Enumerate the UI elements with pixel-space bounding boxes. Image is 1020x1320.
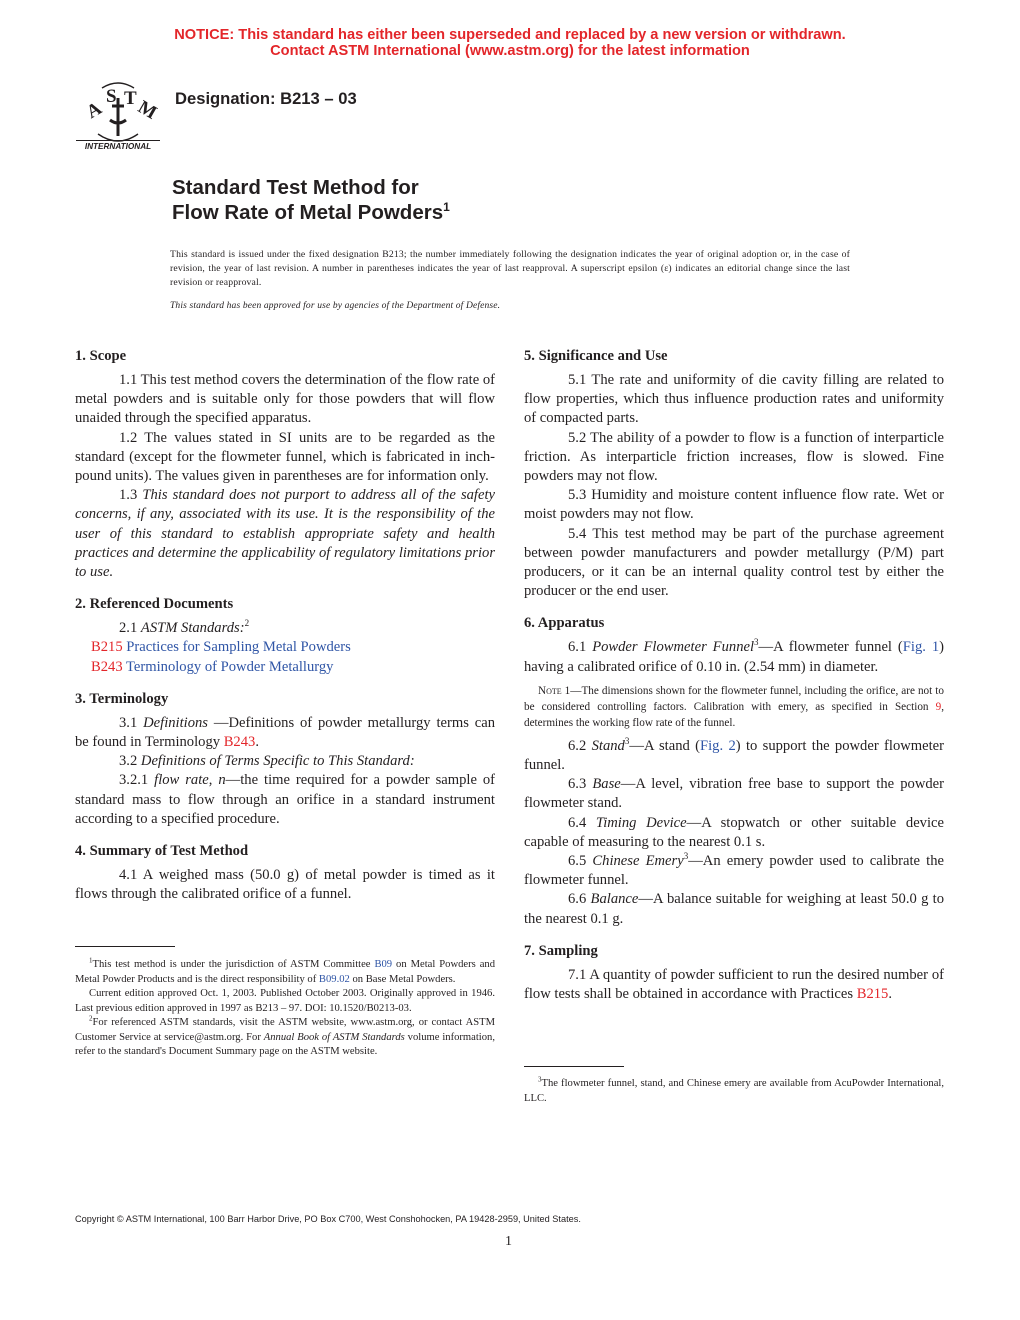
reference-b215[interactable]: B215 Practices for Sampling Metal Powders [91, 639, 351, 656]
svg-text:A: A [82, 97, 106, 124]
designation: Designation: B213 – 03 [175, 89, 357, 108]
footnotes-left [75, 958, 495, 1060]
paragraph-6-4: 6.4 Timing Device—A stopwatch or other suitable device capable of measuring to the nearest 0.1 s. [524, 814, 944, 850]
svg-text:T: T [124, 88, 137, 109]
section-heading: 2. Referenced Documents [75, 596, 234, 613]
paragraph-6-2: 6.2 Stand$^3$—A stand (Fig. 2) to support the powder flowmeter funnel. [524, 735, 944, 773]
section-terminology [75, 690, 495, 829]
left-column [75, 347, 495, 917]
paragraph-1-1: 1.1 This test method covers the determination of the flow rate of metal powders and is suitable only for those powders that will flow unaided through the specified apparatus. [75, 372, 495, 427]
link-b09[interactable]: B09 [374, 959, 393, 970]
paragraph-6-1: 6.1 Powder Flowmeter Funnel$^3$—A flowmeter funnel (Fig. 1) having a calibrated orifice of 0.10 in. (2.54 mm) in diameter. [524, 637, 945, 675]
paragraph-5-1: 5.1 The rate and uniformity of die cavity filling are related to flow properties, which thus influence production rates and uniformity of compacted parts. [524, 372, 944, 427]
footnote-3: $^3$The flowmeter funnel, stand, and Chinese emery are available from AcuPowder International, LLC. [524, 1075, 944, 1104]
copyright-line: Copyright © ASTM International, 100 Barr Harbor Drive, PO Box C700, West Conshohocken, PA 19428-2959, United States. [75, 1214, 581, 1224]
title-footnote-marker: 1 [443, 200, 450, 214]
section-referenced-documents [75, 595, 495, 677]
withdrawal-notice [0, 27, 1020, 59]
paragraph-3-1: 3.1 Definitions —Definitions of powder metallurgy terms can be found in Terminology B243. [75, 714, 495, 751]
document-title [172, 175, 450, 228]
astm-logo [72, 76, 164, 152]
section-scope [75, 347, 495, 582]
title-line-2: Flow Rate of Metal Powders [172, 201, 444, 224]
paragraph-3-2: 3.2 Definitions of Terms Specific to This Standard: [119, 753, 415, 770]
paragraph-5-3: 5.3 Humidity and moisture content influence flow rate. Wet or moist powders may not flow. [524, 487, 944, 523]
title-line-1: Standard Test Method for [172, 176, 419, 199]
svg-text:M: M [134, 96, 161, 124]
paragraph-4-1: 4.1 A weighed mass (50.0 g) of metal powder is timed as it flows through the calibrated orifice of a funnel. [75, 867, 495, 903]
paragraph-6-5: 6.5 Chinese Emery$^3$—An emery powder used to calibrate the flowmeter funnel. [524, 851, 944, 889]
section-apparatus [524, 614, 944, 928]
notice-line-1: NOTICE: This standard has either been superseded and replaced by a new version or withdrawn. [174, 27, 846, 43]
link-fig-2[interactable]: Fig. 2 [700, 737, 736, 754]
section-heading: 7. Sampling [524, 942, 598, 959]
link-b215[interactable]: B215 [856, 985, 889, 1002]
note-1: Note 1—The dimensions shown for the flowmeter funnel, including the orifice, are not to be considered controlling factors. Calibration with emery, as specified in Section 9, determines the working flow rate of the funnel. [524, 684, 944, 730]
footnote-2: $^2$For referenced ASTM standards, visit the ASTM website, www.astm.org, or contact ASTM Customer Service at service@astm.org. For Annual Book of ASTM Standards volume information, refer to the standard's Document Summary page on the ASTM website. [75, 1014, 495, 1057]
section-heading: 6. Apparatus [524, 615, 605, 632]
footnote-divider [75, 946, 175, 947]
link-b09-02[interactable]: B09.02 [318, 973, 350, 985]
section-summary [75, 842, 495, 904]
paragraph-5-2: 5.2 The ability of a powder to flow is a function of interparticle friction. As interparticle friction increases, flow is slowed. Fine powders may not flow. [524, 429, 944, 485]
paragraph-3-2-1: 3.2.1 flow rate, n—the time required for a powder sample of standard mass to flow through an orifice in a standard instrument according to a specified procedure. [75, 772, 496, 827]
paragraph-1-2: 1.2 The values stated in SI units are to be regarded as the standard (except for the flowmeter funnel, which is fabricated in inch-pound units). The values given in parentheses are for information only. [75, 429, 495, 485]
logo-caption: INTERNATIONAL [84, 142, 152, 151]
paragraph-6-3: 6.3 Base—A level, vibration free base to support the powder flowmeter stand. [524, 776, 945, 812]
notice-line-2: Contact ASTM International (www.astm.org) for the latest information [270, 43, 750, 59]
page-number: 1 [505, 1234, 512, 1249]
link-section-9[interactable]: 9 [935, 701, 942, 714]
paragraph-7-1: 7.1 A quantity of powder sufficient to run the desired number of flow tests shall be obtained in accordance with Practices B215. [524, 966, 944, 1002]
issue-note: This standard is issued under the fixed designation B213; the number immediately following the designation indicates the year of original adoption or, in the case of revision, the year of last revision. A number in parentheses indicates the year of last reapproval. A superscript epsilon (ε) indicates an editorial change since the last revision or reapproval. [170, 249, 850, 289]
svg-text:S: S [106, 86, 117, 107]
footnote-1-edition: Current edition approved Oct. 1, 2003. Published October 2003. Originally approved in 1946. Last previous edition approved in 1997 as B213 – 97. DOI: 10.1520/B0213-03. [75, 988, 495, 1014]
section-sampling [524, 942, 944, 1004]
footnote-1: $^1$This test method is under the jurisdiction of ASTM Committee B09 on Metal Powders and Metal Powder Products and is the direct responsibility of B09.02 on Base Metal Powders. [75, 956, 495, 985]
dod-approval-note: This standard has been approved for use by agencies of the Department of Defense. [170, 301, 501, 311]
paragraph-2-1: 2.1 ASTM Standards:$^2$ [119, 618, 250, 637]
reference-b243[interactable]: B243 Terminology of Powder Metallurgy [91, 658, 334, 675]
right-column [524, 347, 944, 1017]
paragraph-1-3: 1.3 This standard does not purport to address all of the safety concerns, if any, associated with its use. It is the responsibility of the user of this standard to establish appropriate safety and health practices and determine the applicability of regulatory limitations prior to use. [75, 487, 495, 581]
footnote-divider-right [524, 1066, 624, 1067]
section-heading: 1. Scope [75, 348, 127, 364]
paragraph-5-4: 5.4 This test method may be part of the purchase agreement between powder manufacturers and powder metallurgy (P/M) part producers, or it can be an internal quality control test by either the producer or the end user. [524, 525, 944, 600]
section-heading: 4. Summary of Test Method [75, 843, 249, 860]
section-heading: 3. Terminology [75, 690, 169, 707]
link-fig-1[interactable]: Fig. 1 [902, 639, 940, 656]
section-heading: 5. Significance and Use [524, 348, 668, 364]
paragraph-6-6: 6.6 Balance—A balance suitable for weighing at least 50.0 g to the nearest 0.1 g. [524, 891, 945, 927]
section-significance [524, 347, 944, 601]
link-b243[interactable]: B243 [223, 734, 256, 751]
